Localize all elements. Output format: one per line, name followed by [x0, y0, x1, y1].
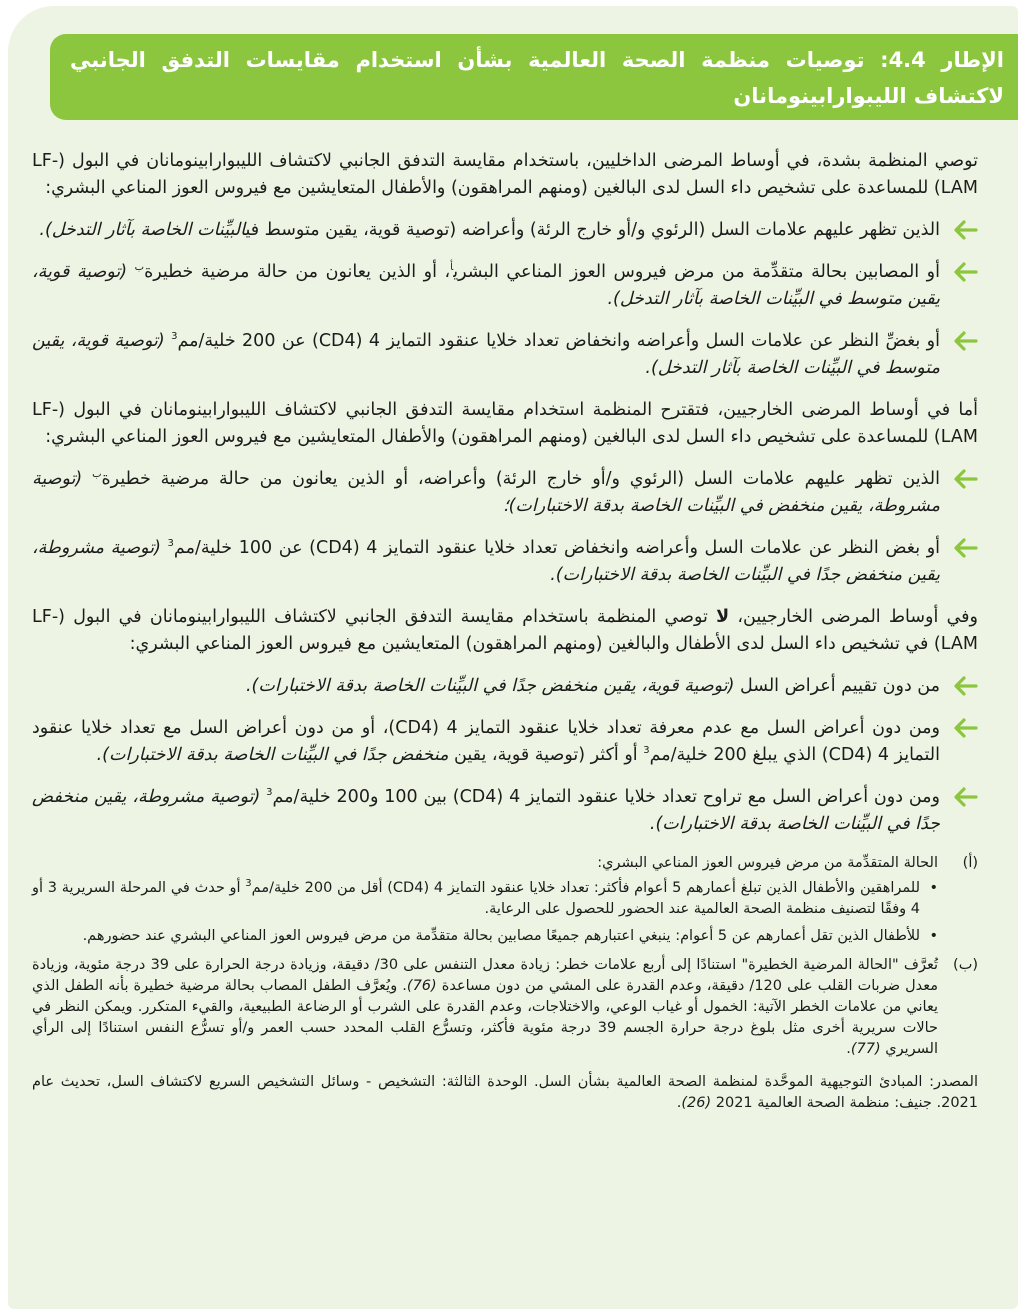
arrow-left-icon — [952, 786, 978, 808]
footnote-b: (ب) تُعرَّف "الحالة المرضية الخطيرة" استنادًا إلى أربع علامات خطر: زيادة معدل التنفس على 30/ دقيقة، وزيادة درجة الحرارة على 39 درجة مئوية، وزيادة معدل ضربات القلب على 120/ دقيقة، وعدم القدرة على المشي من دون مساعدة (76). ويُعرَّف الطفل المصاب بحالة مرضية خطيرة بأنه الطفل الذي يعاني من علامات الخطر الآتية: الخمول أو غياب الوعي، والاختلاجات، وعدم القدرة على الشرب أو الرضاعة الطبيعية، والقيء المتكرر. ويمكن النظر في حالات سريرية أخرى مثل بلوغ درجة حرارة الجسم 39 درجة مئوية فأكثر، وتسرُّع القلب المحدد حسب العمر و/أو تسرُّع النفس استنادًا إلى الرأي السريري (77). — [32, 957, 978, 1057]
footnote-a: (أ) الحالة المتقدِّمة من مرض فيروس العوز المناعي البشري: — [32, 853, 978, 874]
footnotes — [32, 853, 978, 1060]
recommendation-item: ومن دون أعراض السل مع تراوح تعداد خلايا عنقود التمايز 4 (CD4) بين 100 و200 خلية/مم$^3$ (توصية مشروطة، يقين منخفض جدًا في البيِّنات الخاصة بدقة الاختبارات). — [32, 784, 978, 838]
section-intro-outpatients: أما في أوساط المرضى الخارجيين، فتقترح المنظمة استخدام مقايسة التدفق الجانبي لاكتشاف الليبوارابينومانان في البول (LF-LAM) للمساعدة على تشخيص داء السل لدى البالغين (ومنهم المراهقون) والأطفال المتعايشين مع فيروس العوز المناعي البشري: — [32, 400, 978, 447]
arrow-left-icon — [952, 537, 978, 559]
arrow-left-icon — [952, 330, 978, 352]
recommendation-item: أو بغضِّ النظر عن علامات السل وأعراضه وانخفاض تعداد خلايا عنقود التمايز 4 (CD4) عن 200 خلية/مم$^3$ (توصية قوية، يقين متوسط في البيِّنات الخاصة بآثار التدخل). — [32, 328, 978, 382]
recommendation-item: الذين تظهر عليهم علامات السل (الرئوي و/أو خارج الرئة) وأعراضه (توصية قوية، يقين متوسط فيالبيِّنات الخاصة بآثار التدخل). — [32, 217, 978, 244]
arrow-left-icon — [952, 468, 978, 490]
recommendation-item: ومن دون أعراض السل مع عدم معرفة تعداد خلايا عنقود التمايز 4 (CD4)، أو من دون أعراض السل مع تعداد خلايا عنقود التمايز 4 (CD4) الذي يبلغ 200 خلية/مم$^3$ أو أكثر (توصية قوية، يقين منخفض جدًا في البيِّنات الخاصة بدقة الاختبارات). — [32, 715, 978, 769]
footnote-list-item: • للمراهقين والأطفال الذين تبلغ أعمارهم 5 أعوام فأكثر: تعداد خلايا عنقود التمايز 4 (CD4) أقل من 200 خلية/مم$^3$ أو حدث في المرحلة السريرية 3 أو 4 وفقًا لتصنيف منظمة الصحة العالمية عند الحضور للحصول على الرعاية. — [32, 878, 938, 917]
footnote-list-item: • للأطفال الذين تقل أعمارهم عن 5 أعوام: ينبغي اعتبارهم جميعًا مصابين بحالة متقدِّمة من مرض فيروس العوز المناعي البشري عند حضورهم. — [32, 926, 978, 947]
recommendation-item: الذين تظهر عليهم علامات السل (الرئوي و/أو خارج الرئة) وأعراضه، أو الذين يعانون من حالة مرضية خطيرة$^ب$ (توصية مشروطة، يقين منخفض في البيِّنات الخاصة بدقة الاختبارات)؛ — [32, 466, 978, 520]
section-intro-not-recommended: وفي أوساط المرضى الخارجيين، لا توصي المنظمة باستخدام مقايسة التدفق الجانبي لاكتشاف الليبوارابينومانان في البول (LF-LAM) في تشخيص داء السل لدى الأطفال والبالغين (ومنهم المراهقون) المتعايشين مع فيروس العوز المناعي البشري: — [32, 607, 978, 654]
arrow-left-icon — [952, 675, 978, 697]
recommendation-item: أو بغض النظر عن علامات السل وأعراضه وانخفاض تعداد خلايا عنقود التمايز 4 (CD4) عن 100 خلية/مم$^3$ (توصية مشروطة، يقين منخفض جدًا في البيِّنات الخاصة بدقة الاختبارات). — [32, 535, 978, 589]
bullet-dot-icon: • — [929, 928, 938, 944]
footnote-ref: ب — [134, 262, 145, 274]
arrow-left-icon — [952, 219, 978, 241]
footnote-label: (ب) — [953, 957, 978, 973]
recommendation-item: من دون تقييم أعراض السل (توصية قوية، يقين منخفض جدًا في البيِّنات الخاصة بدقة الاختبارات). — [32, 673, 978, 700]
recommendation-item: أو المصابين بحالة متقدِّمة من مرض فيروس العوز المناعي البشري$^أ$، أو الذين يعانون من حالة مرضية خطيرة$^ب$ (توصية قوية، يقين متوسط في البيِّنات الخاصة بآثار التدخل). — [32, 259, 978, 313]
source-citation: المصدر: المبادئ التوجيهية الموحَّدة لمنظمة الصحة العالمية بشأن السل. الوحدة الثالثة: التشخيص - وسائل التشخيص السريع لاكتشاف السل، تحديث عام 2021. جنيف: منظمة الصحة العالمية 2021 (26). — [32, 1074, 978, 1111]
footnote-ref: أ — [450, 262, 454, 274]
arrow-left-icon — [952, 717, 978, 739]
bullet-dot-icon: • — [929, 880, 938, 896]
box-title: الإطار 4.4: توصيات منظمة الصحة العالمية بشأن استخدام مقايسات التدفق الجانبي لاكتشاف الليبوارابينومانان — [50, 34, 1018, 120]
section-intro-inpatients: توصي المنظمة بشدة، في أوساط المرضى الداخليين، باستخدام مقايسة التدفق الجانبي لاكتشاف الليبوارابينومانان في البول (LF-LAM) للمساعدة على تشخيص داء السل لدى البالغين (ومنهم المراهقون) والأطفال المتعايشين مع فيروس العوز المناعي البشري: — [32, 151, 978, 198]
footnote-label: (أ) — [962, 855, 978, 871]
arrow-left-icon — [952, 261, 978, 283]
box-content — [32, 148, 978, 1114]
